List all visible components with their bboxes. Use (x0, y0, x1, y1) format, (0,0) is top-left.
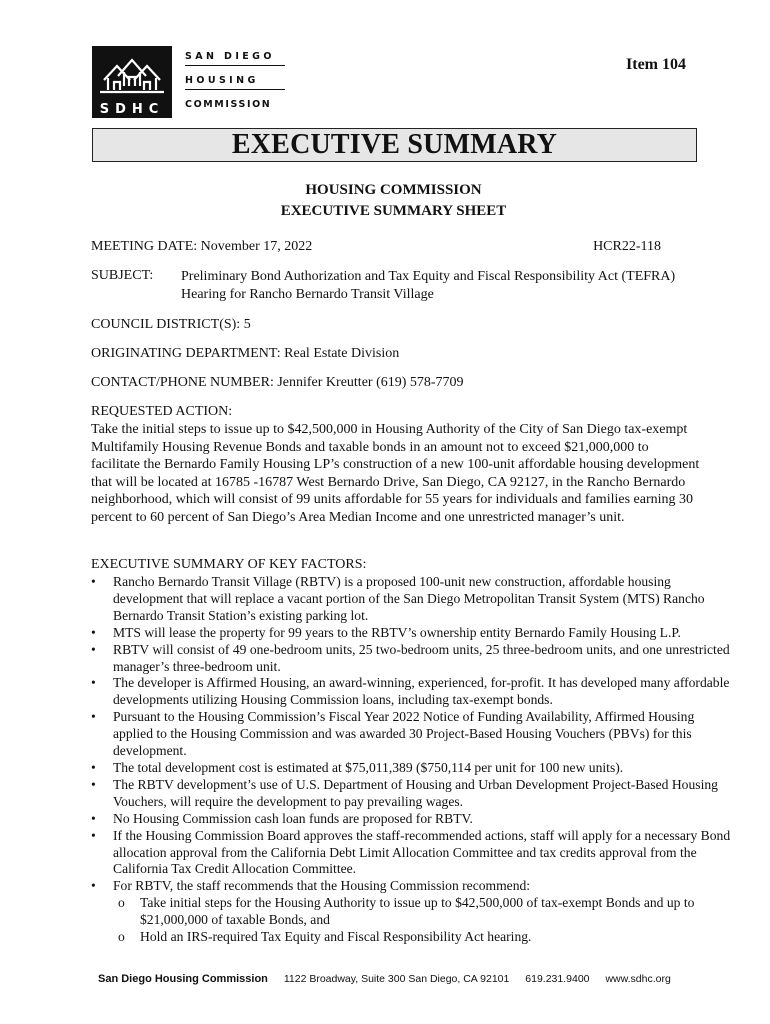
page-footer (98, 973, 688, 985)
key-factors-label: EXECUTIVE SUMMARY OF KEY FACTORS: (91, 557, 367, 572)
council-districts: COUNCIL DISTRICT(S): 5 (91, 317, 251, 332)
report-number: HCR22-118 (593, 239, 661, 254)
sdhc-house-logo-icon (92, 46, 172, 118)
heading-summary-sheet: EXECUTIVE SUMMARY SHEET (280, 203, 507, 219)
logo-word-3: COMMISSION (185, 99, 272, 110)
list-item: • MTS will lease the property for 99 years to the RBTV’s ownership entity Bernardo Family Housing L.P. (91, 624, 681, 640)
list-item: • The RBTV development’s use of U.S. Department of Housing and Urban Development Project-Based Housing Vouchers, will require the development to pay prevailing wages. (91, 776, 718, 809)
list-item: • If the Housing Commission Board approves the staff-recommended actions, staff will apply for a necessary Bond allocation approval from the California Debt Limit Allocation Committee and tax credits approval from the California Tax Credit Allocation Committee. (91, 827, 731, 877)
footer-org: San Diego Housing Commission (98, 973, 268, 985)
logo-word-2: HOUSING (185, 74, 285, 90)
list-item: • Rancho Bernardo Transit Village (RBTV) is a proposed 100-unit new construction, affordable housing development that will replace a vacant portion of the San Diego Metropolitan Transit System (MTS) Rancho Bernardo Transit Station’s existing parking lot. (91, 574, 705, 623)
item-number: Item 104 (626, 56, 686, 73)
sdhc-logo (92, 46, 282, 118)
list-item: • The developer is Affirmed Housing, an award-winning, experienced, for-profit. It has developed many affordable developments utilizing Housing Commission loans, including tax-exempt bonds. (91, 675, 730, 708)
footer-website: www.sdhc.org (605, 973, 671, 985)
requested-action-text: Take the initial steps to issue up to $42,500,000 in Housing Authority of the City of San Diego tax-exempt Multifamily Housing Revenue Bonds and taxable bonds in an amount not to exceed $21,000,000 to facilitate the Bernardo Family Housing LP’s construction of a new 100-unit affordable housing development that will be located at 16785 -16787 West Bernardo Drive, San Diego, CA 92127, in the Rancho Bernardo neighborhood, which will consist of 99 units affordable for 55 years for individuals and families earning 30 percent to 60 percent of San Diego’s Area Median Income and one unrestricted manager’s unit. (91, 422, 700, 525)
logo-word-1: SAN DIEGO (185, 50, 285, 66)
executive-summary-banner: EXECUTIVE SUMMARY (92, 128, 697, 162)
footer-address: 1122 Broadway, Suite 300 San Diego, CA 92101 (283, 973, 510, 985)
list-item: • RBTV will consist of 49 one-bedroom units, 25 two-bedroom units, 25 three-bedroom units, and one unrestricted manager’s three-bedroom unit. (91, 641, 730, 674)
originating-department: ORIGINATING DEPARTMENT: Real Estate Division (91, 346, 400, 361)
meeting-date: MEETING DATE: November 17, 2022 (91, 239, 313, 254)
sdhc-badge-text: SDHC (99, 102, 165, 117)
subject-label: SUBJECT: (91, 268, 154, 283)
subject-text: Preliminary Bond Authorization and Tax Equity and Fiscal Responsibility Act (TEFRA) Hearing for Rancho Bernardo Transit Village (181, 269, 676, 302)
key-factors-list (91, 574, 731, 946)
logo-wordmark (185, 50, 285, 120)
sub-list-item: o Take initial steps for the Housing Authority to issue up to $42,500,000 of tax-exempt Bonds and up to $21,000,000 of taxable Bonds, and (118, 895, 695, 928)
footer-phone: 619.231.9400 (525, 973, 590, 985)
heading-housing-commission: HOUSING COMMISSION (305, 182, 482, 198)
requested-action-label: REQUESTED ACTION: (91, 404, 233, 419)
list-item: • The total development cost is estimated at $75,011,389 ($750,114 per unit for 100 new units). (91, 759, 624, 775)
recommendation-sublist (113, 895, 731, 946)
contact-phone: CONTACT/PHONE NUMBER: Jennifer Kreutter (619) 578-7709 (91, 375, 464, 390)
sub-list-item: o Hold an IRS-required Tax Equity and Fiscal Responsibility Act hearing. (118, 929, 532, 945)
list-item: • No Housing Commission cash loan funds are proposed for RBTV. (91, 810, 473, 826)
list-item: • Pursuant to the Housing Commission’s Fiscal Year 2022 Notice of Funding Availability, Affirmed Housing applied to the Housing Commission and was awarded 30 Project-Based Housing Vouchers (PBVs) for this development. (91, 709, 695, 759)
list-item: • For RBTV, the staff recommends that the Housing Commission recommend: o Take initial steps for the Housing Authority to issue up to $42,500,000 of tax-exempt Bonds and up to $21,000,000 of taxable Bonds, and o Hold an IRS-required Tax Equity and Fiscal Responsibility Act hearing. (91, 878, 731, 946)
